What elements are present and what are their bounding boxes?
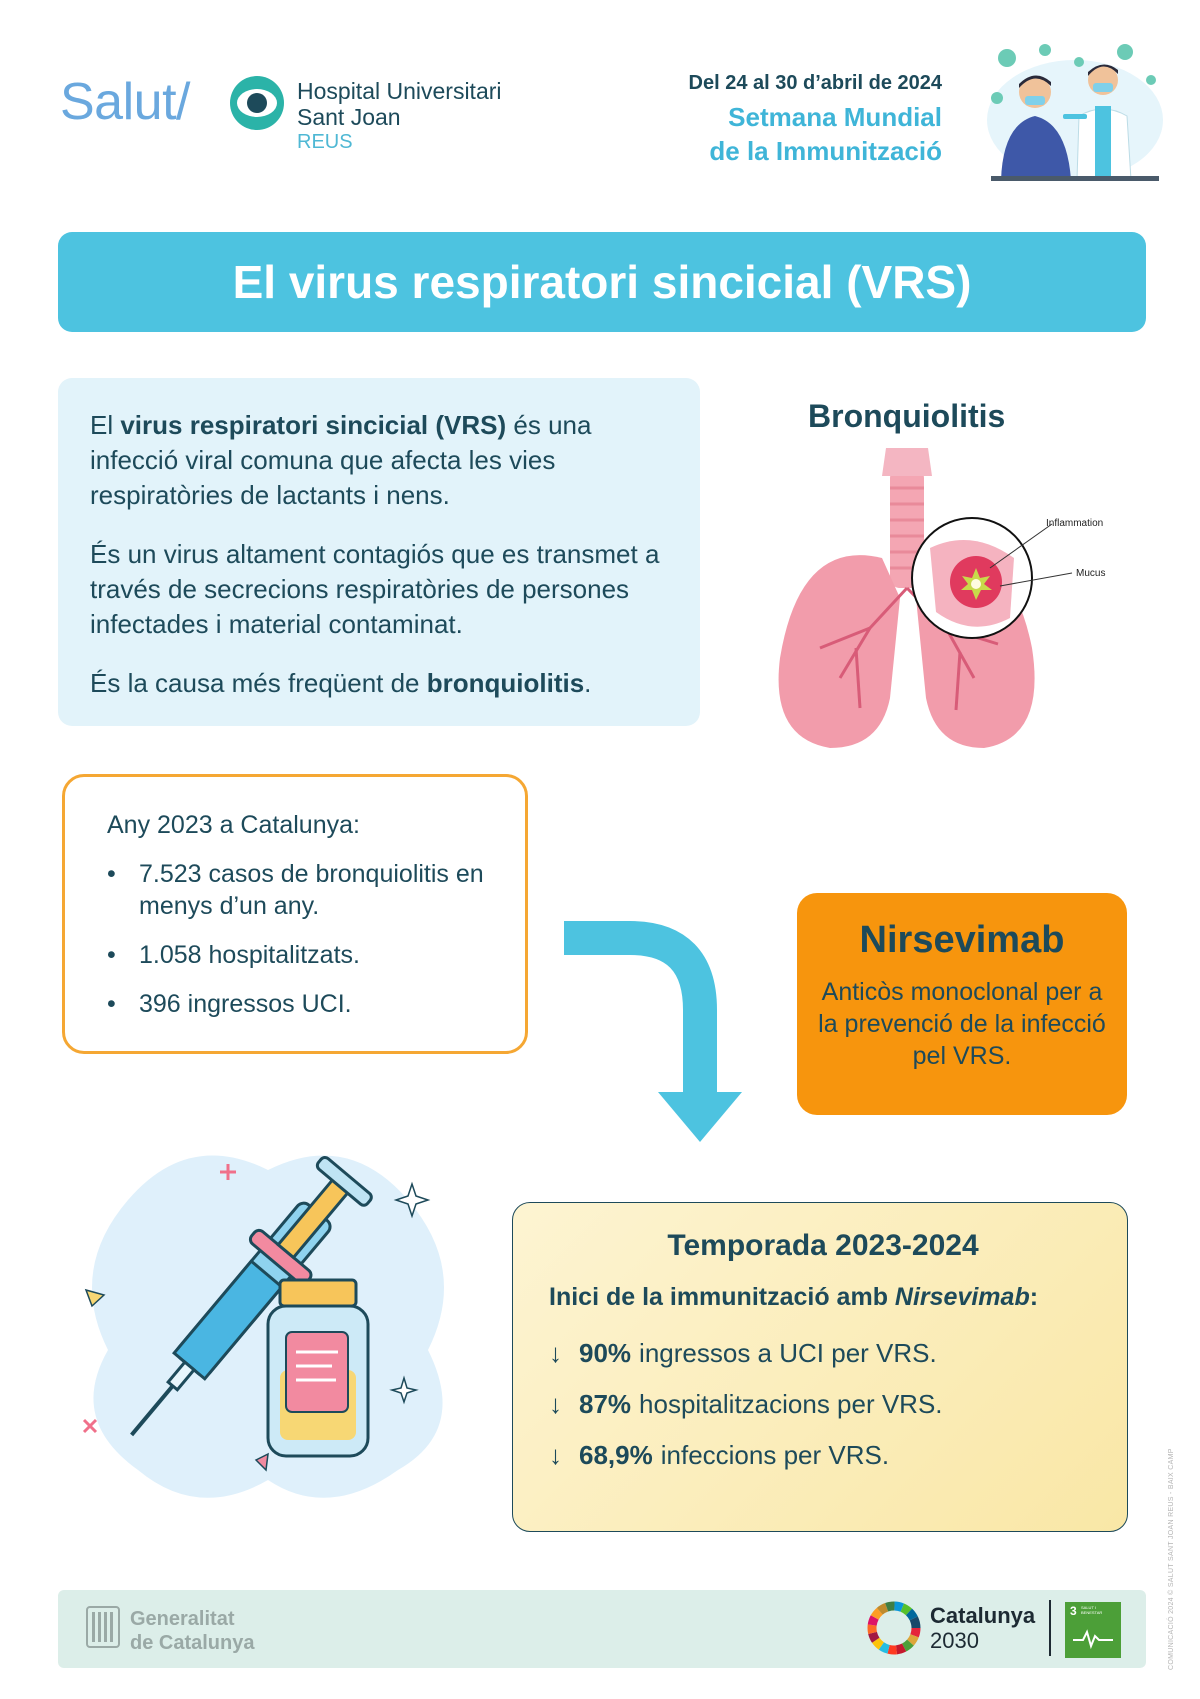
intro-p3-pre: És la causa més freqüent de [90,668,427,698]
reduction-value: 87% [579,1389,632,1419]
bullet: • [107,941,116,969]
title-banner [58,232,1146,332]
sdg-wheel-icon [866,1600,922,1656]
stat-item [107,988,495,1020]
bullet: • [107,990,116,1018]
reduction-text: hospitalitzacions per VRS. [639,1389,943,1419]
sdg3-label: SALUT I BENESTAR [1081,1605,1103,1615]
stat-item [107,858,495,922]
intro-paragraph-1 [90,408,670,513]
inflammation-label: Inflammation [1046,518,1104,529]
season-subtitle [549,1283,1097,1312]
intro-box [58,378,700,726]
intro-p1-pre: El [90,410,121,440]
nirsevimab-description: Anticòs monoclonal per a la prevenció de la infecció pel VRS. [818,978,1106,1070]
event-title-line1: Setmana Mundial [728,102,942,132]
footer-divider [1049,1600,1051,1656]
hospital-city: REUS [297,131,353,153]
reduction-text: infeccions per VRS. [660,1440,890,1470]
intro-paragraph-2: És un virus altament contagiós que es transmet a través de secrecions respiratòries de persones infectades i material contaminat. [90,539,660,639]
salut-logo: Salut/ [60,73,190,131]
hospital-name-line2: Sant Joan [297,104,401,130]
event-title-line2: de la Immunització [709,136,942,166]
stats-heading: Any 2023 a Catalunya: [107,811,360,839]
sdg3-badge [1065,1602,1121,1658]
doctor-vaccinating-child-icon [975,40,1165,182]
catalunya-2030-line2: 2030 [930,1628,979,1653]
season-box [512,1202,1128,1532]
intro-p3-post: . [584,668,592,698]
lungs-icon [760,448,1160,758]
reduction-row [549,1389,1097,1420]
sdg3-number: 3 [1070,1604,1077,1618]
generalitat-logo-icon [86,1606,120,1648]
bronquiolitis-title: Bronquiolitis [808,398,1006,434]
generalitat-line2: de Catalunya [130,1632,255,1654]
catalunya-2030-line1: Catalunya [930,1603,1036,1628]
arrow-down-icon: ↓ [549,1440,562,1470]
arrow-down-icon: ↓ [549,1389,562,1419]
reduction-row [549,1440,1097,1471]
generalitat-line1: Generalitat [130,1608,235,1630]
mucus-label: Mucus [1076,568,1106,579]
syringe-vial-icon [68,1120,468,1510]
intro-p1-bold: virus respiratori sincicial (VRS) [120,410,507,440]
reduction-value: 90% [579,1338,632,1368]
event-dates: Del 24 al 30 d’abril de 2024 [688,72,942,94]
intro-p3-bold: bronquiolitis [426,668,585,698]
reduction-text: ingressos a UCI per VRS. [639,1338,937,1368]
intro-p1-post: és una infecció viral comuna que afecta les vies respiratòries de lactants i nens. [90,410,592,510]
heartbeat-icon [1071,1626,1115,1652]
stat-text: 396 ingressos UCI. [139,990,352,1018]
season-title: Temporada 2023-2024 [667,1229,979,1262]
nirsevimab-box [797,893,1127,1115]
page-title: El virus respiratori sincicial (VRS) [232,256,972,308]
season-subtitle-drug: Nirsevimab [894,1283,1030,1311]
hospital-name-line1: Hospital Universitari [297,78,502,104]
stats-box [62,774,528,1054]
curved-arrow-icon [560,920,760,1190]
intro-paragraph-3 [90,666,670,701]
season-subtitle-post: : [1029,1283,1039,1311]
season-subtitle-pre: Inici de la immunització amb [549,1283,895,1311]
hospital-logo-icon [228,74,286,132]
stat-text: 1.058 hospitalitzats. [139,941,360,969]
reduction-row [549,1338,1097,1369]
bullet: • [107,860,116,888]
side-credit: COMUNICACIÓ 2024 © SALUT SANT JOAN REUS - BAIX CAMP [1168,1448,1175,1670]
stat-text: 7.523 casos de bronquiolitis en menys d’un any. [139,860,484,920]
arrow-down-icon: ↓ [549,1338,562,1368]
nirsevimab-title: Nirsevimab [859,919,1065,961]
reduction-value: 68,9% [579,1440,653,1470]
stat-item [107,939,495,971]
